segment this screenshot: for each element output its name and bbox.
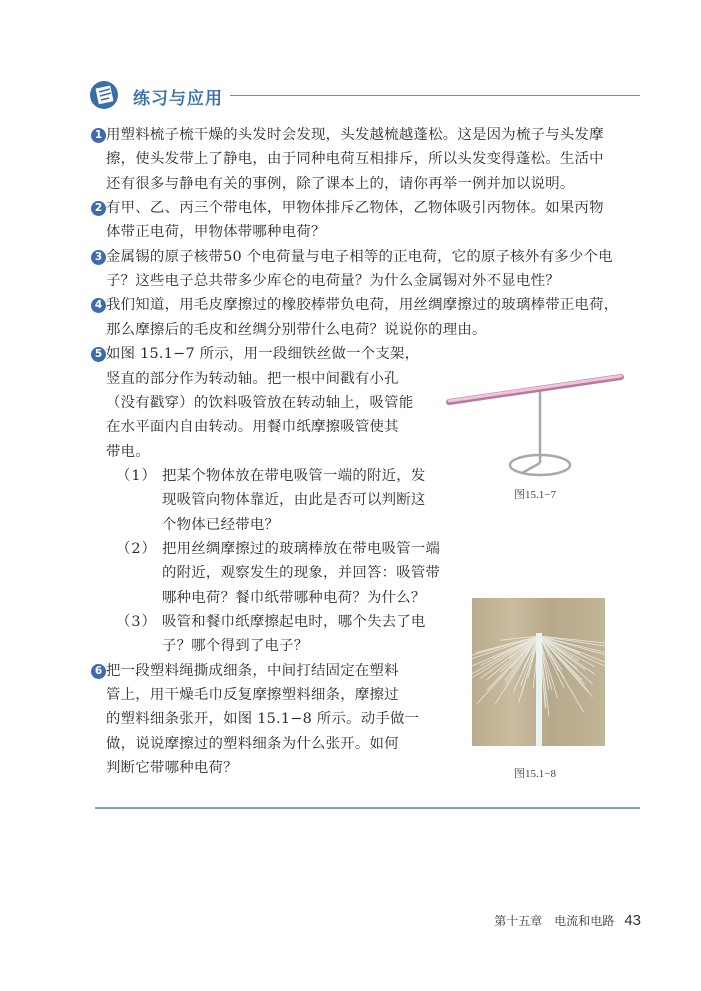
question-text-line: 用塑料梳子梳干燥的头发时会发现，头发越梳越蓬松。这是因为梳子与头发摩 (106, 127, 604, 143)
subquestion-text-line: 把某个物体放在带电吸管一端的附近，发 (162, 467, 426, 484)
question-text-line: 带电。 (106, 443, 150, 460)
subquestion-text-line: 的附近，观察发生的现象，并回答：吸管带 (162, 565, 441, 582)
question-text-line: 金属锡的原子核带50 个电荷量与电子相等的正电荷，它的原子核外有多少个电 (106, 248, 613, 265)
question-number-badge: 3 (91, 250, 106, 265)
question-text-line: （没有戳穿）的饮料吸管放在转动轴上，吸管能 (106, 394, 414, 411)
question-text-line: 子？这些电子总共带多少库仑的电荷量？为什么金属锡对外不显电性？ (106, 273, 560, 290)
subquestion-text-line: 现吸管向物体靠近，由此是否可以判断这 (162, 492, 426, 509)
question-text-line: 还有很多与静电有关的事例，除了课本上的，请你再举一例并加以说明。 (106, 175, 575, 192)
question-text-line: 我们知道，用毛皮摩擦过的橡胶棒带负电荷，用丝绸摩擦过的玻璃棒带正电荷， (106, 297, 619, 314)
figure-15-1-8-photo (472, 598, 605, 746)
chapter-title: 第十五章 电流和电路 (494, 914, 615, 928)
exercise-icon (88, 78, 122, 110)
figure-caption: 图15.1−7 (514, 489, 556, 501)
plastic-strands-image (472, 598, 605, 746)
question-text-line: 做，说说摩擦过的塑料细条为什么张开。如何 (106, 735, 399, 752)
question-text-line: 管上，用干燥毛巾反复摩擦塑料细条，摩擦过 (106, 687, 399, 704)
figure-15-1-7-straw-stand (440, 365, 640, 480)
plastic-strand (481, 636, 539, 678)
question-text-line: 如图 15.1−7 所示，用一段细铁丝做一个支架， (106, 346, 420, 363)
question-number-badge: 6 (91, 664, 106, 679)
subquestion-text-line: 个物体已经带电？ (162, 516, 280, 533)
subquestion-label: （1） (116, 467, 157, 484)
section-end-rule (95, 807, 640, 809)
subquestion-text-line: 哪种电荷？餐巾纸带哪种电荷？为什么？ (162, 589, 426, 606)
question-text-line: 在水平面内自由转动。用餐巾纸摩擦吸管使其 (106, 419, 399, 436)
subquestion-text-line: 把用丝绸摩擦过的玻璃棒放在带电吸管一端 (162, 540, 441, 557)
subquestion-label: （3） (116, 614, 157, 630)
question-text-line: 的塑料细条张开，如图 15.1−8 所示。动手做一 (106, 711, 420, 728)
question-text-line: 有甲、乙、丙三个带电体，甲物体排斥乙物体，乙物体吸引丙物体。如果丙物 (106, 200, 604, 217)
question-text-line: 擦，使头发带上了静电，由于同种电荷互相排斥，所以头发变得蓬松。生活中 (106, 151, 604, 168)
subquestion-label: （2） (116, 540, 157, 557)
question-text-line: 把一段塑料绳撕成细条，中间打结固定在塑料 (106, 662, 399, 679)
question-number-badge: 4 (91, 298, 106, 313)
question-number-badge: 1 (91, 128, 106, 143)
page-footer (494, 912, 641, 929)
question-text-line: 那么摩擦后的毛皮和丝绸分别带什么电荷？说说你的理由。 (106, 321, 487, 338)
section-title: 练习与应用 (133, 89, 223, 109)
subquestion-text-line: 子？哪个得到了电子？ (162, 638, 309, 655)
question-number-badge: 5 (91, 347, 106, 362)
question-text-line: 判断它带哪种电荷？ (106, 760, 238, 777)
page-number: 43 (624, 912, 641, 929)
plastic-strand (539, 636, 592, 697)
header-divider (230, 95, 640, 96)
question-number-badge: 2 (91, 201, 106, 216)
figure-caption: 图15.1−8 (514, 768, 556, 780)
subquestion-text-line: 吸管和餐巾纸摩擦起电时，哪个失去了电 (162, 614, 426, 630)
question-text-line: 竖直的部分作为转动轴。把一根中间戳有小孔 (106, 370, 399, 387)
question-text-line: 体带正电荷，甲物体带哪种电荷？ (106, 224, 326, 241)
